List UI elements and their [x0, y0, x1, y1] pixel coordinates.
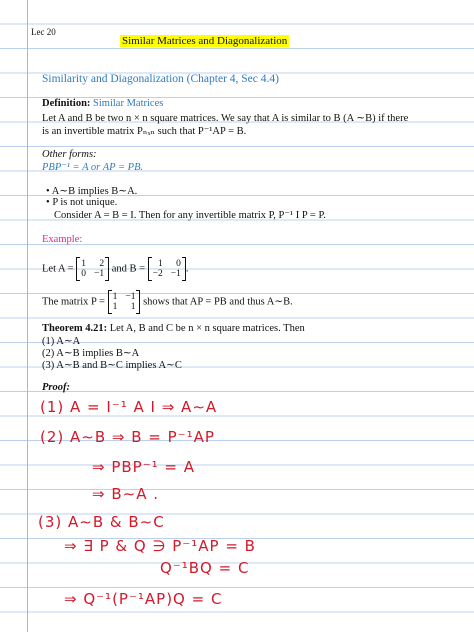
- definition-name: Similar Matrices: [93, 98, 164, 109]
- example-p-line: [42, 290, 293, 314]
- p-label: The matrix P =: [42, 296, 105, 308]
- consider-line: Consider A = B = I. Then for any invertible matrix P, P⁻¹ I P = P.: [54, 210, 326, 221]
- other-forms-label: Other forms:: [42, 149, 97, 160]
- other-forms-line: PBP⁻¹ = A or AP = PB.: [42, 162, 144, 173]
- theorem-item: (3) A∼B and B∼C implies A∼C: [42, 360, 182, 371]
- example-label: Example:: [42, 234, 83, 245]
- matrix-cell: −2: [152, 269, 163, 279]
- handwritten-line: (2) A∼B ⇒ B = P⁻¹AP: [40, 428, 215, 446]
- matrix-p: [108, 290, 141, 314]
- matrix-cell: 1: [81, 259, 86, 269]
- matrix-cell: 0: [81, 269, 86, 279]
- theorem-label: Theorem 4.21:: [42, 323, 108, 334]
- definition-heading: [42, 98, 163, 109]
- handwritten-line: (3) A∼B & B∼C: [38, 513, 165, 531]
- and-b-label: and B =: [111, 263, 146, 275]
- handwritten-line: (1) A = I⁻¹ A I ⇒ A∼A: [40, 398, 218, 416]
- matrix-cell: −1: [93, 269, 105, 279]
- bullet-text: A∼B implies B∼A.: [51, 186, 138, 197]
- matrix-cell: −1: [170, 269, 181, 279]
- matrix-cell: 1: [158, 259, 163, 269]
- definition-label: Definition:: [42, 98, 91, 109]
- bullet-text: P is not unique.: [52, 197, 118, 208]
- period: .: [185, 263, 189, 275]
- example-let-line: [42, 257, 189, 281]
- matrix-cell: 1: [112, 302, 118, 312]
- handwritten-line: ⇒ PBP⁻¹ = A: [92, 458, 196, 476]
- matrix-cell: 1: [112, 292, 118, 302]
- definition-line-1: Let A and B be two n × n square matrices. We say that A is similar to B (A ∼B) if there: [42, 113, 409, 124]
- theorem-text: Let A, B and C be n × n square matrices. Then: [109, 323, 305, 334]
- matrix-cell: 2: [99, 259, 105, 269]
- proof-label: Proof:: [42, 382, 70, 393]
- matrix-a: [76, 257, 109, 281]
- matrix-b: [148, 257, 186, 281]
- page-title: Similar Matrices and Diagonalization: [122, 35, 288, 47]
- let-a-label: Let A =: [42, 263, 74, 275]
- theorem-item: (2) A∼B implies B∼A: [42, 348, 140, 359]
- section-heading: Similarity and Diagonalization (Chapter 4, Sec 4.4): [42, 73, 279, 85]
- theorem-item: (1) A∼A: [42, 336, 81, 347]
- matrix-cell: 1: [130, 302, 136, 312]
- bullet-item: • A∼B implies B∼A.: [46, 186, 138, 197]
- bullet-item: • P is not unique.: [46, 197, 118, 208]
- definition-line-2: is an invertible matrix Pₙₓₙ such that P⁻¹AP = B.: [42, 126, 247, 137]
- handwritten-line: ⇒ Q⁻¹(P⁻¹AP)Q = C: [64, 590, 223, 608]
- lecture-number: Lec 20: [31, 27, 56, 37]
- handwritten-line: Q⁻¹BQ = C: [160, 559, 250, 577]
- matrix-cell: 0: [176, 259, 181, 269]
- handwritten-line: ⇒ B∼A .: [92, 485, 159, 503]
- theorem-line: [42, 323, 305, 334]
- handwritten-line: ⇒ ∃ P & Q ∋ P⁻¹AP = B: [64, 537, 256, 555]
- matrix-cell: −1: [125, 292, 136, 302]
- p-suffix: shows that AP = PB and thus A∼B.: [143, 296, 293, 308]
